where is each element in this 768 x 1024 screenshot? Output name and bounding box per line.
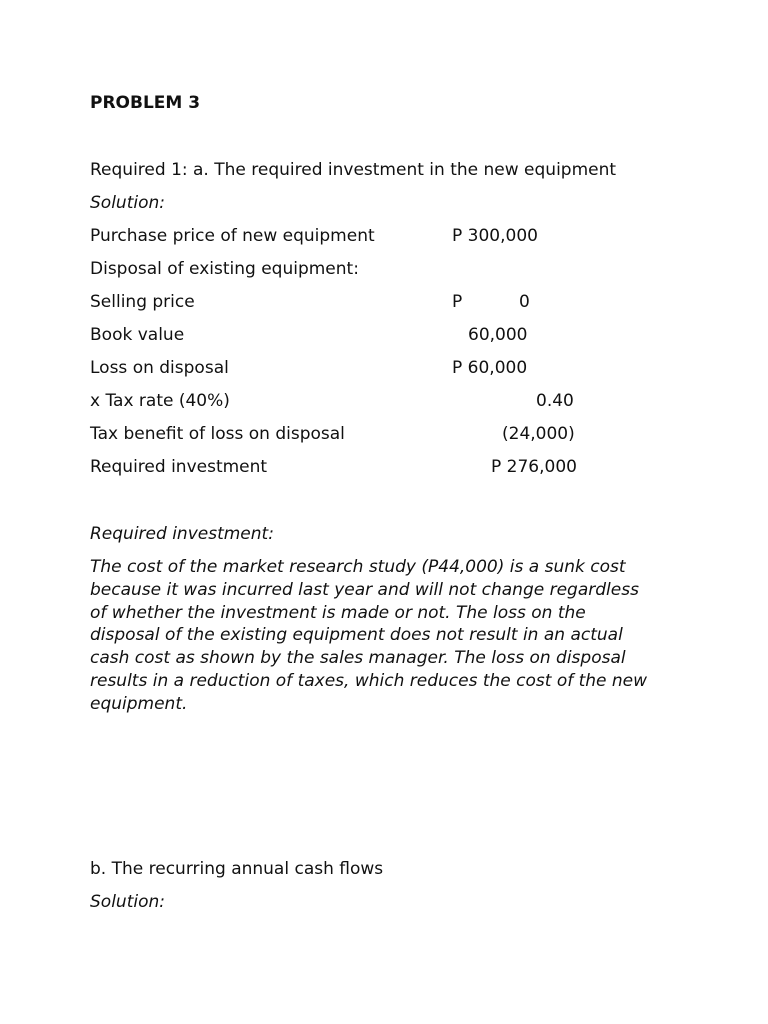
- row-label-tax-rate: x Tax rate (40%): [90, 391, 230, 411]
- row-value-loss-on-disposal: P 60,000: [452, 358, 528, 378]
- explanation-line: results in a reduction of taxes, which reduces the cost of the new: [90, 670, 648, 691]
- explanation-line: because it was incurred last year and will not change regardless: [90, 579, 639, 600]
- row-label-loss-on-disposal: Loss on disposal: [90, 358, 229, 378]
- solution-label-2: Solution:: [90, 892, 165, 912]
- explanation-line: of whether the investment is made or not. The loss on the: [90, 602, 586, 623]
- row-label-required-investment: Required investment: [90, 457, 268, 477]
- explanation-line: equipment.: [90, 693, 188, 714]
- required-1-heading: Required 1: a. The required investment in the new equipment: [90, 160, 617, 180]
- explanation-line: cash cost as shown by the sales manager. The loss on disposal: [90, 648, 626, 669]
- row-value-selling-price-prefix: P: [452, 292, 463, 312]
- page-title: PROBLEM 3: [90, 93, 201, 113]
- row-label-book-value: Book value: [90, 325, 185, 345]
- explanation-line: The cost of the market research study (P44,000) is a sunk cost: [90, 557, 626, 577]
- row-value-purchase-price: P 300,000: [452, 226, 538, 246]
- solution-label: Solution:: [90, 193, 165, 213]
- explanation-paragraph: [90, 556, 680, 716]
- explanation-line: disposal of the existing equipment does not result in an actual: [90, 625, 623, 646]
- part-b-heading: b. The recurring annual cash flows: [90, 859, 384, 879]
- row-label-disposal: Disposal of existing equipment:: [90, 259, 359, 279]
- row-label-purchase-price: Purchase price of new equipment: [90, 226, 375, 246]
- row-label-tax-benefit: Tax benefit of loss on disposal: [90, 424, 345, 444]
- row-label-selling-price: Selling price: [90, 292, 195, 312]
- row-value-tax-rate: 0.40: [536, 391, 574, 411]
- row-value-required-investment: P 276,000: [491, 457, 577, 477]
- required-investment-heading: Required investment:: [90, 524, 274, 544]
- row-value-book-value: 60,000: [468, 325, 528, 345]
- row-value-selling-price: 0: [519, 292, 530, 312]
- row-value-tax-benefit: (24,000): [502, 424, 575, 444]
